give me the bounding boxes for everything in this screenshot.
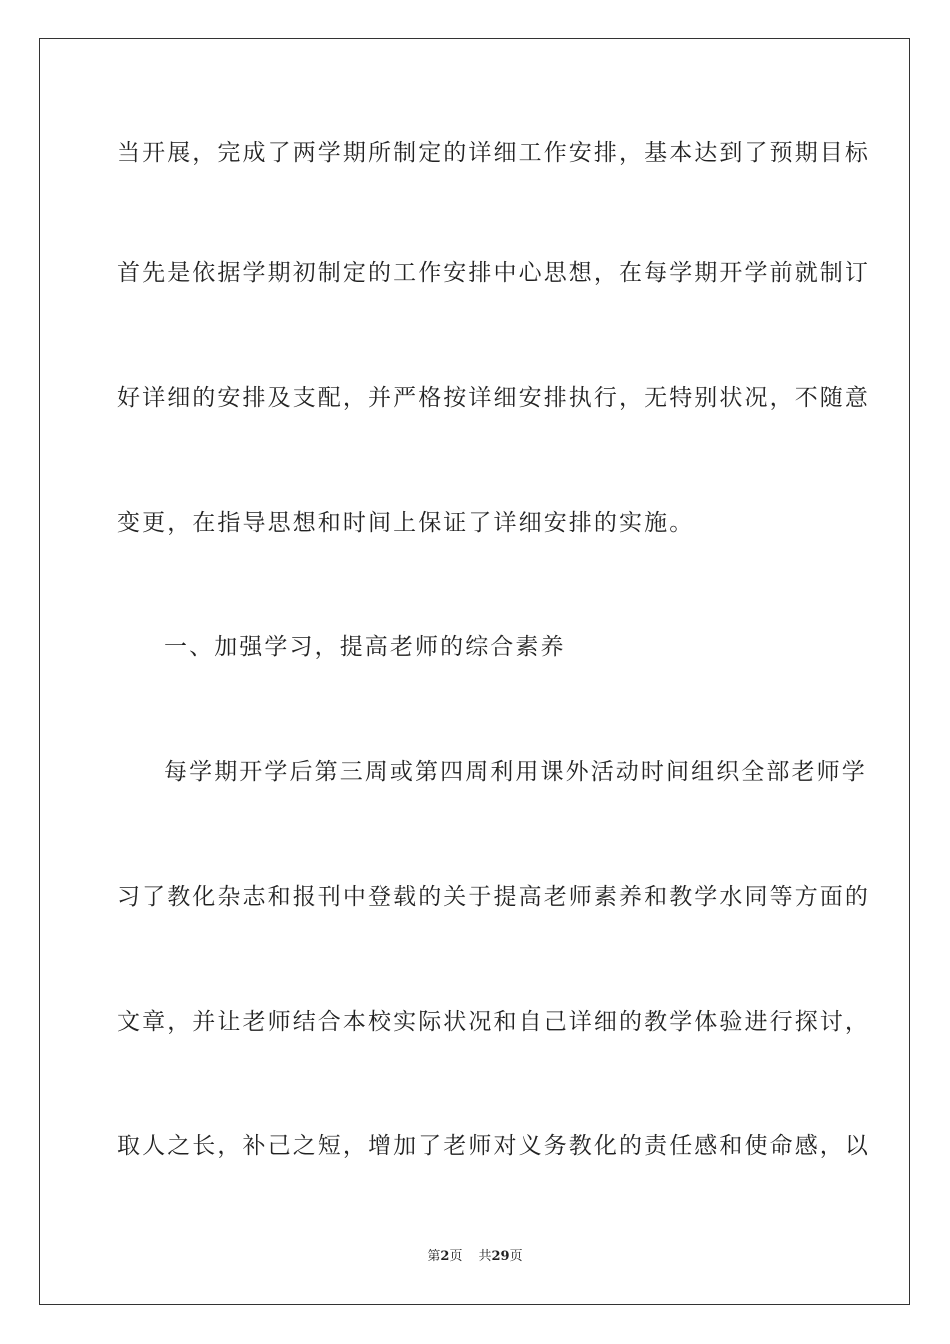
page-footer — [0, 1248, 950, 1266]
body-line-9: 取人之长，补己之短，增加了老师对义务教化的责任感和使命感，以 — [117, 1133, 870, 1159]
body-line-4: 变更，在指导思想和时间上保证了详细安排的实施。 — [117, 510, 695, 536]
page-suffix: 页 — [449, 1249, 463, 1264]
body-line-1: 当开展，完成了两学期所制定的详细工作安排，基本达到了预期目标 — [117, 140, 870, 166]
body-line-6: 每学期开学后第三周或第四周利用课外活动时间组织全部老师学 — [164, 759, 867, 785]
body-line-7: 习了教化杂志和报刊中登载的关于提高老师素养和教学水同等方面的 — [117, 884, 870, 910]
body-line-2: 首先是依据学期初制定的工作安排中心思想，在每学期开学前就制订 — [117, 260, 870, 286]
page-number: 2 — [440, 1249, 450, 1264]
page-border — [39, 38, 910, 1305]
body-line-3: 好详细的安排及支配，并严格按详细安排执行，无特别状况，不随意 — [117, 385, 870, 411]
total-suffix: 页 — [509, 1249, 523, 1264]
section-heading: 一、加强学习，提高老师的综合素养 — [164, 634, 566, 660]
total-prefix: 共 — [478, 1249, 492, 1264]
total-pages: 29 — [491, 1249, 510, 1264]
body-line-8: 文章，并让老师结合本校实际状况和自己详细的教学体验进行探讨， — [117, 1009, 870, 1035]
page-prefix: 第 — [427, 1249, 441, 1264]
